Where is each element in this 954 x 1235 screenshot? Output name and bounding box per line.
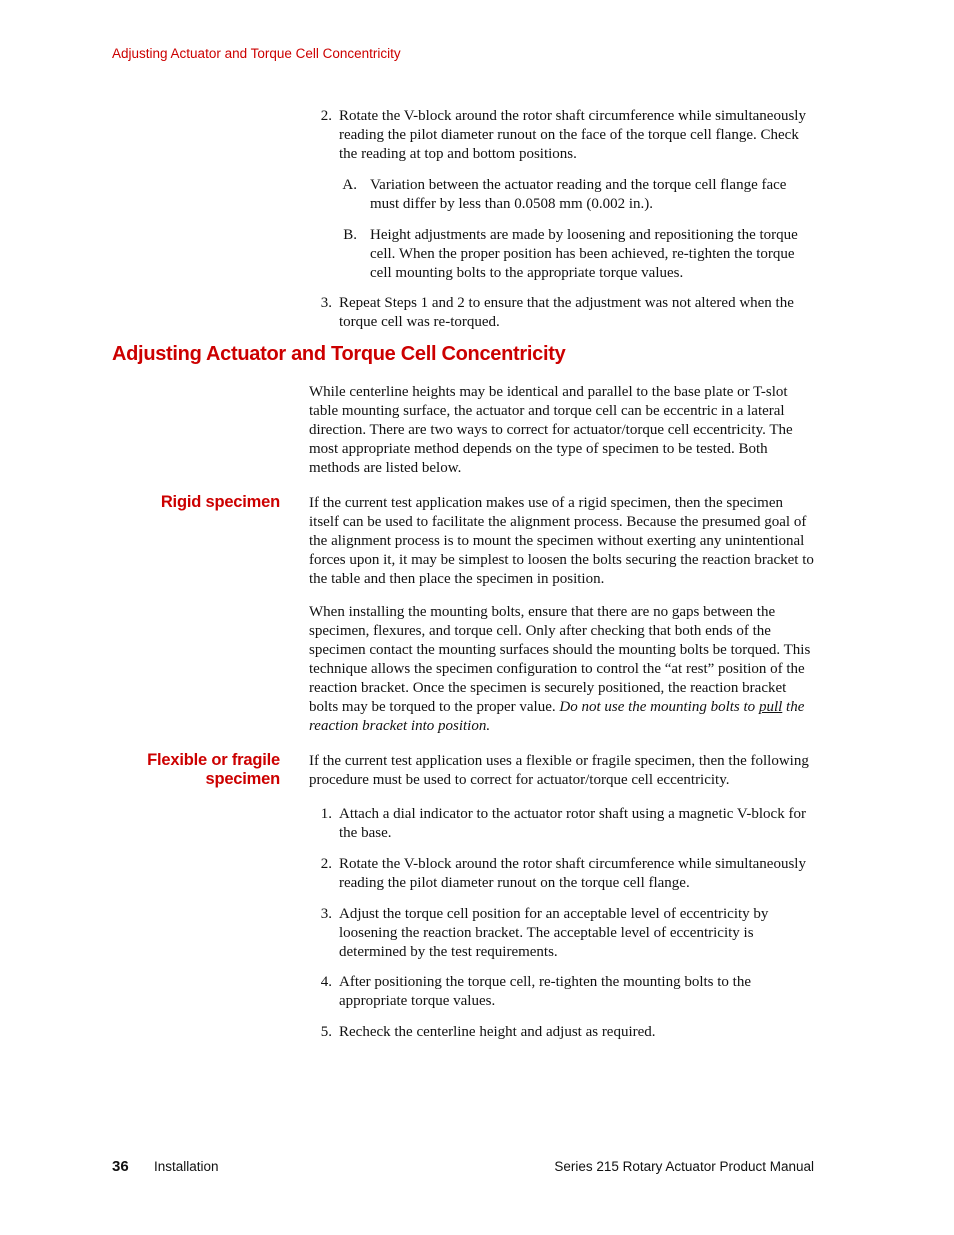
- flexible-heading-line1: Flexible or fragile: [147, 751, 280, 769]
- rigid-note-text-a: Do not use the mounting bolts to: [559, 699, 759, 715]
- rigid-note-emphasis: pull: [758, 699, 783, 715]
- list-number: 2.: [320, 108, 332, 124]
- step-number: 1.: [320, 806, 332, 822]
- step-number: 2.: [320, 856, 332, 872]
- rigid-paragraph-2: [309, 603, 814, 736]
- intro-paragraph: While centerline heights may be identical and parallel to the base plate or T-slot table mounting surface, the actuator and torque cell can be eccentric in a lateral direction. There are two ways to correct for actuator/torque cell eccentricity. The most appropriate method depends on the type of specimen to be tested. Both methods are listed below.: [309, 384, 793, 476]
- footer-section: Installation: [154, 1159, 219, 1174]
- flexible-intro: If the current test application uses a flexible or fragile specimen, then the following procedure must be used to correct for actuator/torque cell eccentricity.: [309, 753, 809, 788]
- section-heading: Adjusting Actuator and Torque Cell Concentricity: [112, 343, 566, 365]
- list-number: 3.: [320, 295, 332, 311]
- sub-list-item: Variation between the actuator reading and the torque cell flange face must differ by less than 0.0508 mm (0.002 in.).: [370, 177, 787, 212]
- page-number: 36: [112, 1158, 129, 1175]
- step-item: Attach a dial indicator to the actuator rotor shaft using a magnetic V-block for the base.: [339, 806, 806, 841]
- step-item: After positioning the torque cell, re-tighten the mounting bolts to the appropriate torque values.: [339, 974, 752, 1009]
- rigid-note-text-c: the reaction bracket into position.: [309, 699, 805, 734]
- rigid-paragraph-1: If the current test application makes use of a rigid specimen, then the specimen itself can be used to facilitate the alignment process. Because the presumed goal of the alignment process is to mount the specimen without exerting any unintentional forces upon it, it may be simplest to loosen the bolts securing the reaction bracket to the table and then place the specimen in position.: [309, 495, 814, 587]
- rigid-specimen-heading: Rigid specimen: [160, 493, 280, 511]
- step-item: Recheck the centerline height and adjust as required.: [339, 1024, 656, 1040]
- flexible-specimen-heading: [147, 751, 280, 789]
- sub-list-letter: B.: [343, 227, 357, 243]
- list-item: Rotate the V-block around the rotor shaft circumference while simultaneously reading the pilot diameter runout on the face of the torque cell flange. Check the reading at top and bottom positions.: [339, 108, 806, 162]
- sub-list-letter: A.: [342, 177, 357, 193]
- flexible-heading-line2: specimen: [205, 770, 280, 788]
- step-item: Rotate the V-block around the rotor shaft circumference while simultaneously reading the pilot diameter runout on the torque cell flange.: [339, 856, 806, 891]
- step-number: 4.: [320, 974, 332, 990]
- list-item: Repeat Steps 1 and 2 to ensure that the adjustment was not altered when the torque cell was re-torqued.: [339, 295, 794, 330]
- step-item: Adjust the torque cell position for an acceptable level of eccentricity by loosening the reaction bracket. The acceptable level of eccentricity is determined by the test requirements.: [339, 906, 769, 960]
- step-number: 5.: [320, 1024, 332, 1040]
- footer-manual-title: Series 215 Rotary Actuator Product Manual: [554, 1159, 814, 1174]
- rigid-paragraph-2-text: When installing the mounting bolts, ensure that there are no gaps between the specimen, flexures, and torque cell. Only after checking that both ends of the specimen contact the mounting surfaces should the mounting bolts be torqued. This technique allows the specimen configuration to control the “at rest” position of the reaction bracket. Once the specimen is securely positioned, the reaction bracket bolts may be torqued to the proper value.: [309, 604, 811, 715]
- running-header: Adjusting Actuator and Torque Cell Concentricity: [112, 46, 401, 61]
- sub-list-item: Height adjustments are made by loosening and repositioning the torque cell. When the proper position has been achieved, re-tighten the torque cell mounting bolts to the appropriate torque values.: [370, 227, 798, 281]
- step-number: 3.: [320, 906, 332, 922]
